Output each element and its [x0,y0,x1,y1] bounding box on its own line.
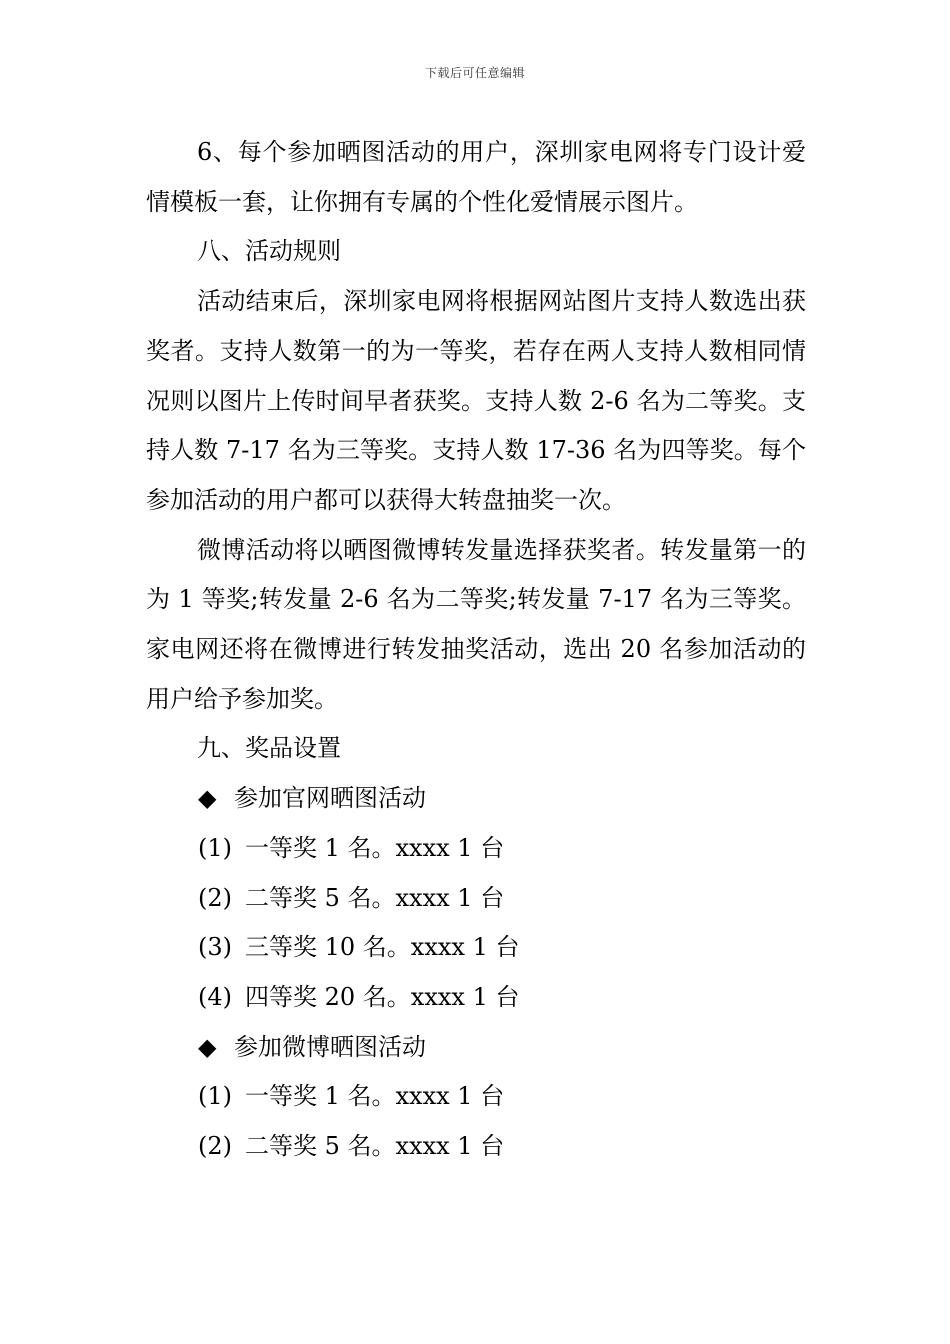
prize-section-title: 参加微博晒图活动 [234,1032,426,1061]
paragraph-rules-website: 活动结束后，深圳家电网将根据网站图片支持人数选出获奖者。支持人数第一的为一等奖，若存在两人支持人数相同情况则以图片上传时间早者获奖。支持人数 2-6 名为二等奖。支持人数 7-17 名为三等奖。支持人数 17-36 名为四等奖。每个参加活动的用户都可以获得大转盘抽奖一次。 [146,287,806,514]
prize-text: 一等奖 1 名。xxxx 1 台 [245,833,505,862]
document-body [146,128,806,1172]
paragraph-item-6: 6、每个参加晒图活动的用户，深圳家电网将专门设计爱情模板一套，让你拥有专属的个性化爱情展示图片。 [146,138,806,216]
prize-section-website [146,774,806,824]
prize-list-item [146,824,806,874]
prize-number: (1) [198,833,232,862]
prize-number: (4) [198,982,232,1011]
prize-text: 四等奖 20 名。xxxx 1 台 [245,982,520,1011]
prize-number: (2) [198,1132,232,1161]
prize-text: 一等奖 1 名。xxxx 1 台 [245,1082,505,1111]
prize-text: 二等奖 5 名。xxxx 1 台 [245,1132,505,1161]
prize-list-item [146,1072,806,1122]
prize-list-item [146,923,806,973]
prize-list-item [146,874,806,924]
prize-text: 二等奖 5 名。xxxx 1 台 [245,883,505,912]
section-heading-rules: 八、活动规则 [197,237,341,266]
prize-section-weibo [146,1023,806,1073]
diamond-bullet-icon: ◆ [198,1032,217,1061]
paragraph-rules-weibo: 微博活动将以晒图微博转发量选择获奖者。转发量第一的为 1 等奖;转发量 2-6 名为二等奖;转发量 7-17 名为三等奖。家电网还将在微博进行转发抽奖活动，选出 20 名参加活动的用户给予参加奖。 [146,535,806,713]
prize-list-item [146,973,806,1023]
prize-text: 三等奖 10 名。xxxx 1 台 [245,933,520,962]
prize-number: (1) [198,1082,232,1111]
prize-section-title: 参加官网晒图活动 [234,784,426,813]
section-heading-prizes: 九、奖品设置 [197,734,341,763]
diamond-bullet-icon: ◆ [198,784,217,813]
prize-number: (2) [198,883,232,912]
prize-list-item [146,1122,806,1172]
prize-number: (3) [198,933,232,962]
page-header: 下载后可任意编辑 [424,66,525,80]
